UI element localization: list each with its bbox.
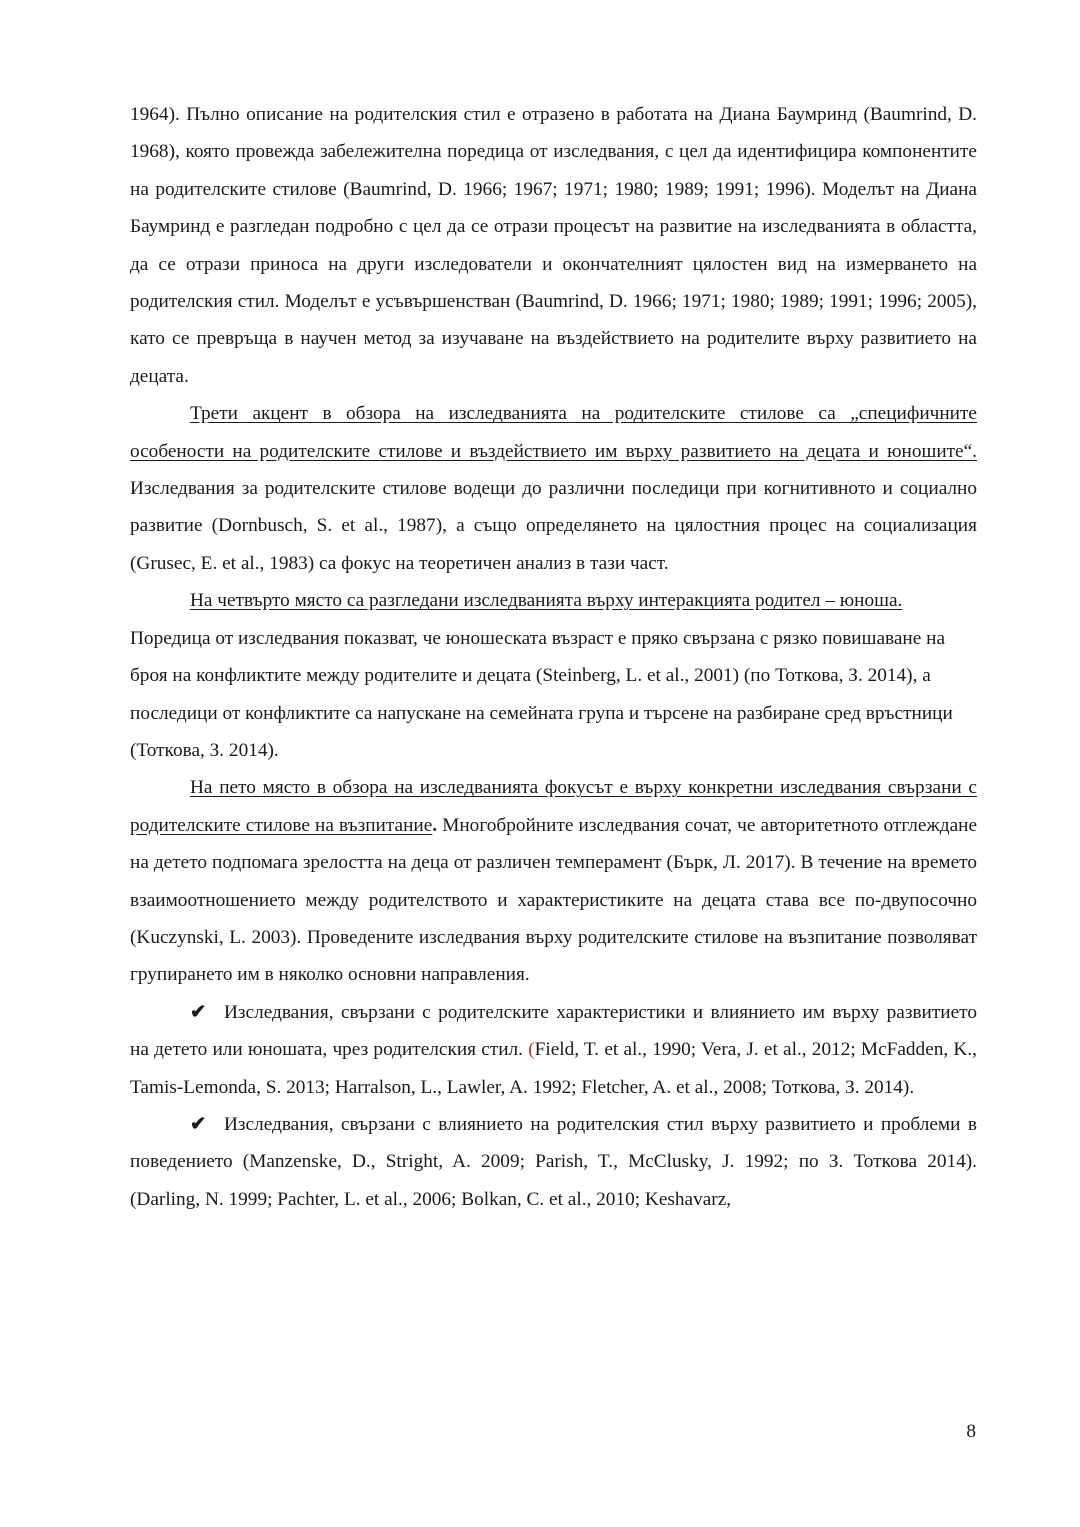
bold-period: .	[432, 814, 438, 836]
page-number: 8	[966, 1421, 976, 1442]
underlined-heading: На четвърто място са разгледани изследванията върху интеракцията родител – юноша.	[190, 590, 903, 612]
paragraph-text: Изследвания за родителските стилове водещи до различни последици при когнитивното и социално развитие (Dornbusch, S. et al., 1987), а също определянето на цялостния процес на социализация (Grusec, E. et al., 1983) са фокус на теоретичен анализ в тази част.	[130, 478, 977, 574]
paragraph-baumrind-model	[130, 96, 977, 395]
red-parenthesis: (	[528, 1039, 535, 1061]
paragraph-fourth-place	[130, 582, 977, 769]
bullet-text: Изследвания, свързани с влиянието на родителския стил върху развитието и проблеми в поведението (Manzenske, D., Stright, A. 2009; Parish, T., McClusky, J. 1992; по З. Тоткова 2014). (Darling, N. 1999; Pachter, L. et al., 2006; Bolkan, C. et al., 2010; Keshavarz,	[130, 1113, 977, 1210]
underlined-heading: Трети акцент в обзора на изследванията на родителските стилове са „специфичните особености на родителските стилове и въздействието им върху развитието на децата и юношите“.	[130, 403, 977, 462]
paragraph-text: 1964). Пълно описание на родителския стил е отразено в работата на Диана Баумринд (Baumrind, D. 1968), която провежда забележителна поредица от изследвания, с цел да идентифицира компонентите на родителските стилове (Baumrind, D. 1966; 1967; 1971; 1980; 1989; 1991; 1996). Моделът на Диана Баумринд е разгледан подробно с цел да се отрази процесът на развитие на изследванията в областта, да се отрази приноса на други изследователи и окончателният цялостен вид на измерването на родителския стил. Моделът е усъвършенстван (Baumrind, D. 1966; 1971; 1980; 1989; 1991; 1996; 2005), като се превръща в научен метод за изучаване на въздействието на родителите върху развитието на децата.	[130, 104, 977, 387]
paragraph-fifth-place	[130, 769, 977, 993]
bullet-citations: Field, T. et al., 1990; Vera, J. et al., 2012; McFadden, K., Tamis-Lemonda, S. 2013; Harralson, L., Lawler, A. 1992; Fletcher, A. et al., 2008; Тоткова, З. 2014).	[130, 1039, 977, 1098]
paragraph-text: Многобройните изследвания сочат, че авторитетното отглеждане на детето подпомага зрелостта на деца от различен темперамент (Бърк, Л. 2017). В течение на времето взаимоотношението между родителството и характеристиките на децата става все по-двупосочно (Kuczynski, L. 2003). Проведените изследвания върху родителските стилове на възпитание позволяват групирането им в няколко основни направления.	[130, 814, 977, 986]
paragraph-text: Поредица от изследвания показват, че юношеската възраст е пряко свързана с рязко повишаване на броя на конфликтите между родителите и децата (Steinberg, L. et al., 2001) (по Тоткова, З. 2014), а последици от конфликтите са напускане на семейната група и търсене на разбиране сред връстници (Тоткова, З. 2014).	[130, 627, 953, 761]
bullet-item-behavior-problems	[130, 1106, 977, 1218]
underlined-heading: На пето място в обзора на изследванията фокусът е върху конкретни изследвания свързани с родителските стилове на възпитание	[130, 777, 977, 836]
bullet-item-parent-characteristics	[130, 994, 977, 1106]
checkmark-icon: ✔	[190, 1001, 207, 1023]
paragraph-third-accent	[130, 395, 977, 582]
body-text	[130, 96, 977, 1218]
checkmark-icon: ✔	[190, 1113, 207, 1135]
bullet-text: Изследвания, свързани с родителските характеристики и влиянието им върху развитието на детето или юношата, чрез родителския стил.	[130, 1001, 977, 1061]
